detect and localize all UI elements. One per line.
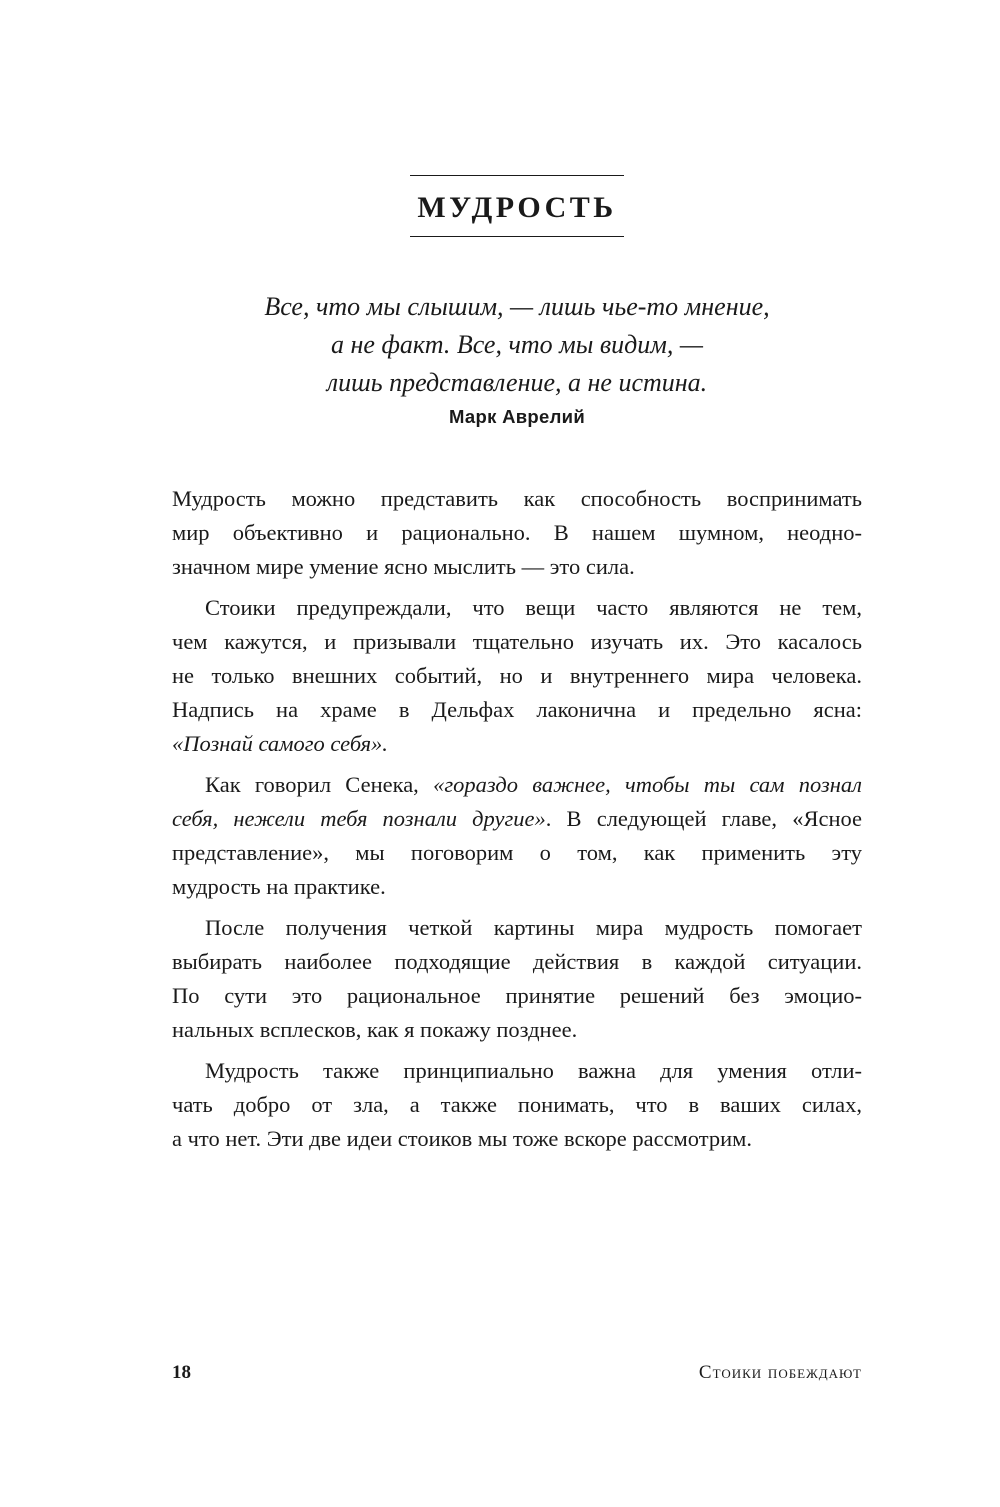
text-line: После получения четкой картины мира мудрость помогает — [205, 915, 862, 940]
paragraph — [172, 1054, 862, 1156]
page-number: 18 — [172, 1362, 191, 1383]
text-line: «Познай самого себя». — [172, 731, 388, 756]
epigraph-line: лишь представление, а не истина. — [326, 368, 708, 397]
text-line: По сути это рациональное принятие решений без эмоцио- — [172, 983, 862, 1008]
paragraph — [172, 482, 862, 584]
text-line: нальных всплесков, как я покажу позднее. — [172, 1017, 578, 1042]
page-footer — [172, 1359, 862, 1387]
epigraph-author: Марк Аврелий — [448, 406, 586, 427]
body-text — [172, 482, 862, 1163]
text-line: мудрость на практике. — [172, 874, 386, 899]
text-line: а что нет. Эти две идеи стоиков мы тоже вскоре рассмотрим. — [172, 1126, 753, 1151]
text-run: . В следующей главе, «Ясное — [545, 806, 862, 831]
text-line: Надпись на храме в Дельфах лаконична и предельно ясна: — [172, 697, 862, 722]
text-line — [172, 802, 862, 836]
text-line: выбирать наиболее подходящие действия в каждой ситуации. — [172, 949, 862, 974]
text-line: мир объективно и рационально. В нашем шумном, неодно- — [172, 520, 862, 545]
seneca-quote: себя, нежели тебя познали другие» — [172, 806, 546, 831]
running-title: Стоики побеждают — [698, 1362, 862, 1383]
text-line: Стоики предупреждали, что вещи часто являются не тем, — [205, 595, 862, 620]
paragraph — [172, 591, 862, 761]
title-rule-top — [410, 175, 624, 176]
title-rule-bottom — [410, 236, 624, 237]
epigraph-line: а не факт. Все, что мы видим, — — [331, 330, 703, 359]
text-run: Как говорил Сенека, — [205, 772, 434, 797]
seneca-quote: «гораздо важнее, чтобы ты сам познал — [433, 772, 862, 797]
text-line: чем кажутся, и призывали тщательно изучать их. Это касалось — [172, 629, 862, 654]
text-line: чать добро от зла, а также понимать, что в ваших силах, — [172, 1092, 862, 1117]
text-line: не только внешних событий, но и внутреннего мира человека. — [172, 663, 862, 688]
text-line: Мудрость также принципиально важна для умения отли- — [205, 1058, 862, 1083]
paragraph — [172, 911, 862, 1047]
epigraph-line: Все, что мы слышим, — лишь чье-то мнение, — [264, 292, 770, 321]
text-line — [172, 768, 862, 802]
chapter-title: МУДРОСТЬ — [417, 191, 617, 224]
text-line: представление», мы поговорим о том, как применить эту — [172, 840, 862, 865]
text-line: Мудрость можно представить как способность воспринимать — [172, 486, 862, 511]
text-line: значном мире умение ясно мыслить — это сила. — [172, 554, 635, 579]
paragraph — [172, 768, 862, 904]
epigraph — [0, 288, 1000, 429]
